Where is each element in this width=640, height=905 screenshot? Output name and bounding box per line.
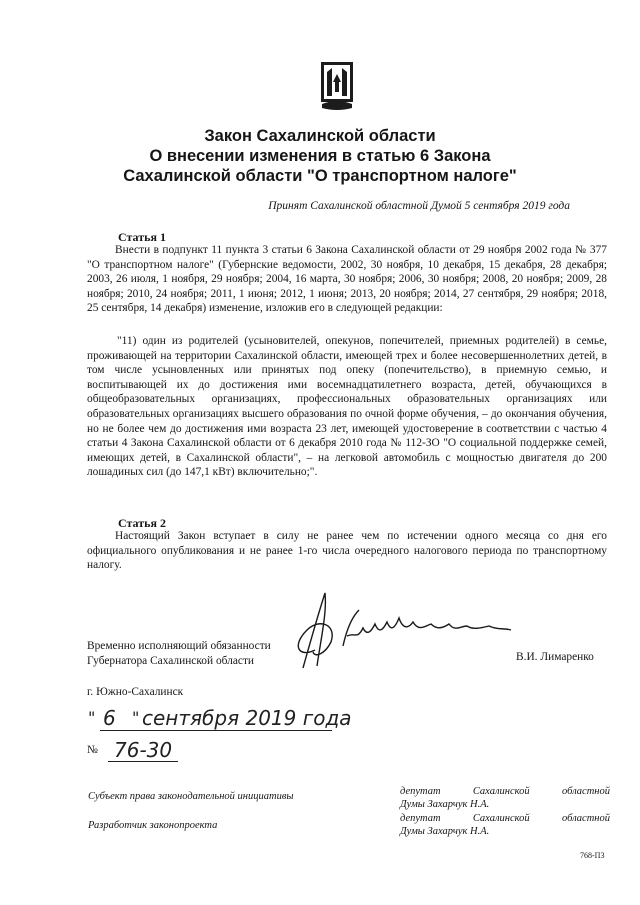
adoption-note: Принят Сахалинской областной Думой 5 сентября 2019 года <box>268 200 570 212</box>
law-number: 76-30 <box>114 738 173 762</box>
signatory-position-line-1: Временно исполняющий обязанности <box>87 640 271 652</box>
article-1-intro: Внести в подпункт 11 пункта 3 статьи 6 Закона Сахалинской области от 29 ноября 2002 года № 377 "О транспортном налоге" (Губернские ведомости, 2002, 30 ноября, 10 декабря, 15 декабря, 28 декабря; 2003, 26 июля, 1 ноября, 29 ноября; 2004, 16 марта, 30 ноября; 2006, 30 ноября; 2008, 20 ноября; 2009, 28 ноября; 2010, 24 ноября; 2011, 1 июня; 2012, 1 июня; 2013, 20 ноября; 2014, 27 сентября, 29 ноября; 2018, 25 сентября, 14 декабря) изменение, изложив его в следующей редакции: <box>87 244 607 315</box>
signatory-name: В.И. Лимаренко <box>516 651 594 663</box>
law-title-line-3: Сахалинской области "О транспортном налоге" <box>123 167 517 185</box>
date-open-quote: " <box>88 708 96 727</box>
number-underline <box>108 761 178 762</box>
law-title-line-1: Закон Сахалинской области <box>204 127 436 145</box>
date-day: 6 <box>103 706 116 730</box>
article-1-quote-text: "11) один из родителей (усыновителей, опекунов, попечителей, приемных родителей) в семье, проживающей на территории Сахалинской области, имеющей трех и более несовершеннолетних детей, в том числе усыновленных или принятых под опеку (попечительство), в приемную семью, и воспитывающей их до достижения ими восемнадцатилетнего возраста, детей, обучающихся в общеобразовательных организациях, профессиональных образовательных организациях или образовательных организациях высшего образования по очной форме обучения, – до окончания обучения, но не более чем до достижения ими возраста 23 лет, имеющей удостоверение в соответствии с частью 4 статьи 4 Закона Сахалинской области от 6 декабря 2010 года № 112-ЗО "О социальной поддержке семей, имеющих детей, в Сахалинской области", – на легковой автомобиль с мощностью двигателя до 200 лошадиных сил (до 147,1 кВт) включительно;". <box>87 335 607 479</box>
document-code: 768-П3 <box>580 851 605 860</box>
article-1-heading: Статья 1 <box>118 230 166 244</box>
signatory-position-line-2: Губернатора Сахалинской области <box>87 655 255 667</box>
initiative-label: Субъект права законодательной инициативы <box>88 791 294 802</box>
developer-value-line-1: депутат Сахалинской областной <box>400 813 610 824</box>
developer-value-line-2: Думы Захарчук Н.А. <box>400 826 490 837</box>
date-month-underline <box>142 730 332 731</box>
date-close-quote: " <box>132 708 140 727</box>
developer-label: Разработчик законопроекта <box>88 820 218 831</box>
article-1-quote <box>87 334 607 480</box>
article-2-text: Настоящий Закон вступает в силу не ранее чем по истечении одного месяца со дня его официального опубликования и не ранее 1-го числа очередного налогового периода по транспортному налогу. <box>87 530 607 572</box>
initiative-value-line-2: Думы Захарчук Н.А. <box>400 799 490 810</box>
city: г. Южно-Сахалинск <box>87 686 184 698</box>
law-title-line-2: О внесении изменения в статью 6 Закона <box>149 147 491 165</box>
initiative-value-line-1: депутат Сахалинской областной <box>400 786 610 797</box>
governor-signature <box>285 588 515 673</box>
sakhalin-coat-of-arms-icon <box>318 60 356 112</box>
number-label: № <box>87 744 98 756</box>
article-2-heading: Статья 2 <box>118 516 166 530</box>
date-month-year: сентября 2019 года <box>142 706 352 730</box>
date-day-underline <box>100 730 142 731</box>
